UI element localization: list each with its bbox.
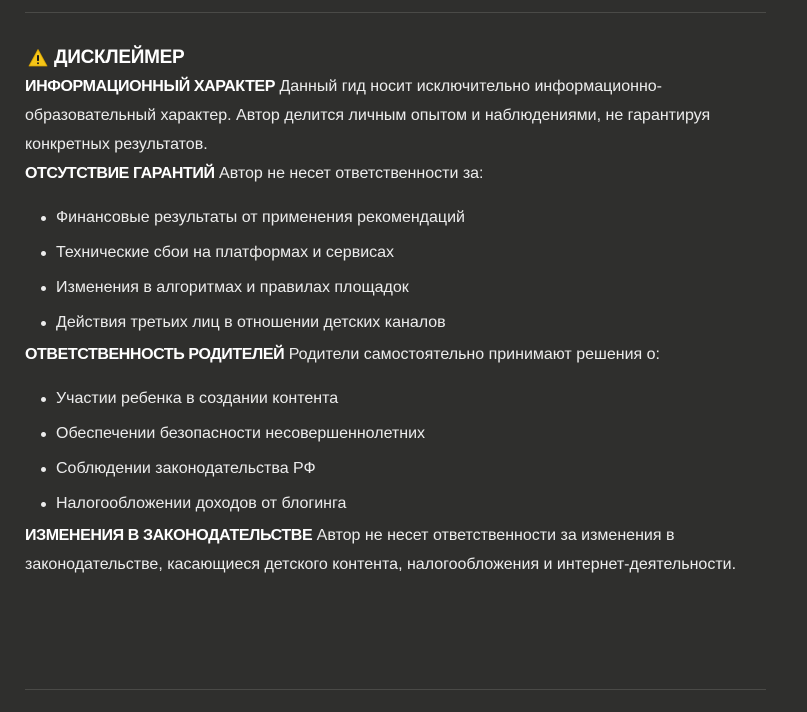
parents-paragraph: [25, 340, 766, 369]
guarantee-paragraph: [25, 159, 766, 188]
list-item: Участии ребенка в создании контента: [25, 381, 766, 416]
parents-list: [25, 381, 766, 521]
info-lead: ИНФОРМАЦИОННЫЙ ХАРАКТЕР: [25, 78, 275, 95]
warning-icon: [28, 48, 48, 68]
list-item: Соблюдении законодательства РФ: [25, 451, 766, 486]
changes-paragraph: [25, 521, 766, 579]
list-item: Обеспечении безопасности несовершеннолетних: [25, 416, 766, 451]
list-item: Технические сбои на платформах и сервисах: [25, 235, 766, 270]
changes-lead: ИЗМЕНЕНИЯ В ЗАКОНОДАТЕЛЬСТВЕ: [25, 527, 313, 544]
bottom-divider: [25, 689, 766, 690]
top-divider: [25, 12, 766, 13]
list-item: Действия третьих лиц в отношении детских каналов: [25, 305, 766, 340]
guarantee-text: Автор не несет ответственности за:: [219, 165, 484, 182]
guarantee-lead: ОТСУТСТВИЕ ГАРАНТИЙ: [25, 165, 215, 182]
list-item: Финансовые результаты от применения рекомендаций: [25, 200, 766, 235]
changes-text: Автор не несет ответственности за изменения в законодательстве, касающиеся детского контента, налогообложения и интернет-деятельности.: [25, 527, 737, 573]
list-item: Налогообложении доходов от блогинга: [25, 486, 766, 521]
info-text: Данный гид носит исключительно информационно-образовательный характер. Автор делится личным опытом и наблюдениями, не гарантируя конкретных результатов.: [25, 78, 711, 153]
guarantee-list: [25, 200, 766, 340]
info-paragraph: [25, 72, 766, 159]
parents-text: Родители самостоятельно принимают решения о:: [288, 346, 660, 363]
list-item: Изменения в алгоритмах и правилах площадок: [25, 270, 766, 305]
disclaimer-title: ДИСКЛЕЙМЕР: [54, 47, 185, 68]
disclaimer-heading: [25, 44, 766, 72]
disclaimer-section: [25, 44, 766, 579]
parents-lead: ОТВЕТСТВЕННОСТЬ РОДИТЕЛЕЙ: [25, 346, 285, 363]
